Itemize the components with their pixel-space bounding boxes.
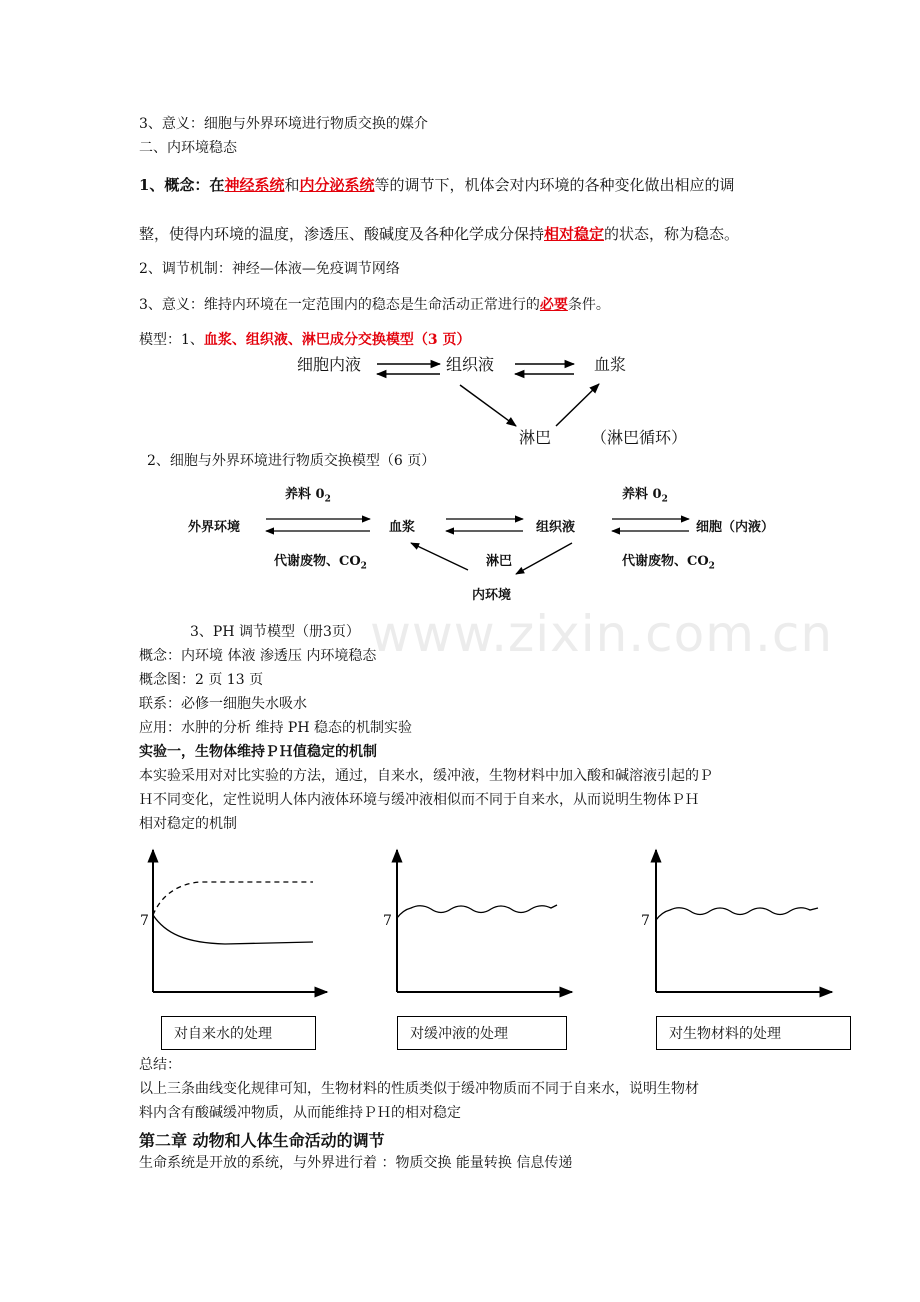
concept-cont-a: 整，使得内环境的温度，渗透压、酸碱度及各种化学成分保持 [139, 225, 545, 243]
concept-map-line: 概念图：2 页 13 页 [139, 672, 264, 688]
o2-left-sub: 2 [324, 494, 331, 505]
waste-left-text: 代谢废物、CO [274, 554, 361, 569]
node-plasma-2: 血浆 [389, 520, 416, 535]
chart-bio-material [656, 850, 832, 992]
nutrients-right-text: 养料 [622, 487, 649, 502]
endocrine-system-term: 内分泌系统 [299, 176, 375, 194]
summary-text-2: 料内含有酸碱缓冲物质，从而能维持ＰＨ的相对稳定 [139, 1105, 461, 1121]
label-box-buffer: 对缓冲液的处理 [397, 1016, 567, 1050]
node-plasma: 血浆 [594, 355, 627, 374]
apply-line: 应用：水肿的分析 维持 PH 稳态的机制实验 [139, 720, 412, 736]
node-tissue-fluid: 组织液 [446, 355, 495, 374]
internal-environment-label: 内环境 [472, 588, 512, 603]
concept-lead: 1、概念：在 [139, 176, 225, 194]
significance-c: 条件。 [567, 297, 610, 313]
diagram-1-arrows [377, 364, 599, 426]
arrow-lymph-to-plasma [556, 384, 599, 426]
arrow-tissue-to-lymph [460, 385, 516, 426]
necessary-term: 必要 [539, 297, 568, 313]
section-heading-homeostasis: 二、内环境稳态 [139, 140, 237, 156]
concept-cont-c: 的状态，称为稳态。 [604, 225, 740, 243]
co2-left-sub: 2 [360, 561, 367, 572]
o2-left: 0 [315, 487, 325, 502]
significance-a: 3、意义：维持内环境在一定范围内的稳态是生命活动正常进行的 [139, 297, 540, 313]
o2-right: 0 [652, 487, 662, 502]
co2-right-sub: 2 [708, 561, 715, 572]
o2-right-sub: 2 [661, 494, 668, 505]
lymph-circulation-label: （淋巴循环） [591, 428, 688, 447]
concept-and: 和 [284, 176, 300, 194]
chart-1-y-mark: 7 [140, 913, 149, 929]
experiment-title: 实验一，生物体维持ＰＨ值稳定的机制 [139, 744, 377, 760]
chart-3-wave [656, 908, 818, 920]
chart-2-wave [397, 905, 557, 918]
waste-right-text: 代谢废物、CO [622, 554, 709, 569]
experiment-text-1: 本实验采用对对比实验的方法，通过，自来水，缓冲液，生物材料中加入酸和碱溶液引起的Ｐ [139, 768, 713, 784]
chart-2-y-mark: 7 [383, 913, 392, 929]
node-lymph: 淋巴 [519, 428, 552, 447]
chapter-title: 第二章 动物和人体生命活动的调节 [139, 1131, 385, 1150]
line-significance-1: 3、意义：细胞与外界环境进行物质交换的媒介 [139, 116, 428, 132]
model-lead: 模型：1、 [139, 332, 204, 348]
label-box-tap-water: 对自来水的处理 [161, 1016, 316, 1050]
model-1-title: 血浆、组织液、淋巴成分交换模型（3 页） [203, 332, 471, 348]
line-regulation: 2、调节机制：神经—体液—免疫调节网络 [139, 261, 400, 277]
label-box-bio-material: 对生物材料的处理 [656, 1016, 851, 1050]
nervous-system-term: 神经系统 [224, 176, 285, 194]
relative-stability-term: 相对稳定 [544, 225, 605, 243]
chart-buffer [397, 850, 572, 992]
experiment-text-3: 相对稳定的机制 [139, 816, 237, 832]
last-line: 生命系统是开放的系统，与外界进行着 ：物质交换 能量转换 信息传递 [139, 1155, 573, 1171]
summary-title: 总结： [139, 1057, 181, 1073]
chart-1-base-curve [153, 915, 313, 944]
concept-line: 概念：内环境 体液 渗透压 内环境稳态 [139, 648, 377, 664]
chart-1-dashed-curve [153, 882, 313, 915]
arrow-tissue-to-lymph [516, 543, 572, 574]
arrow-lymph-to-plasma [411, 543, 468, 570]
node-tissue-fluid-2: 组织液 [536, 520, 576, 535]
link-line: 联系：必修一细胞失水吸水 [139, 696, 307, 712]
node-lymph-2: 淋巴 [486, 554, 513, 569]
chart-3-y-mark: 7 [641, 913, 650, 929]
concept-rest: 等的调节下，机体会对内环境的各种变化做出相应的调 [374, 176, 735, 194]
chart-tap-water [153, 850, 327, 992]
node-intracellular-fluid: 细胞内液 [297, 355, 362, 374]
watermark: www.zixin.com.cn [370, 605, 834, 663]
ph-model-title: 3、PH 调节模型（册3页） [190, 624, 360, 640]
experiment-text-2: Ｈ不同变化，定性说明人体内液体环境与缓冲液相似而不同于自来水，从而说明生物体ＰＨ [139, 792, 699, 808]
nutrients-left-text: 养料 [285, 487, 312, 502]
model-2-title: 2、细胞与外界环境进行物质交换模型（6 页） [147, 453, 436, 469]
node-external-environment: 外界环境 [188, 520, 241, 535]
diagram-2-arrows [266, 519, 689, 574]
summary-text-1: 以上三条曲线变化规律可知，生物材料的性质类似于缓冲物质而不同于自来水，说明生物材 [139, 1081, 699, 1097]
node-cell: 细胞（内液） [696, 520, 775, 535]
